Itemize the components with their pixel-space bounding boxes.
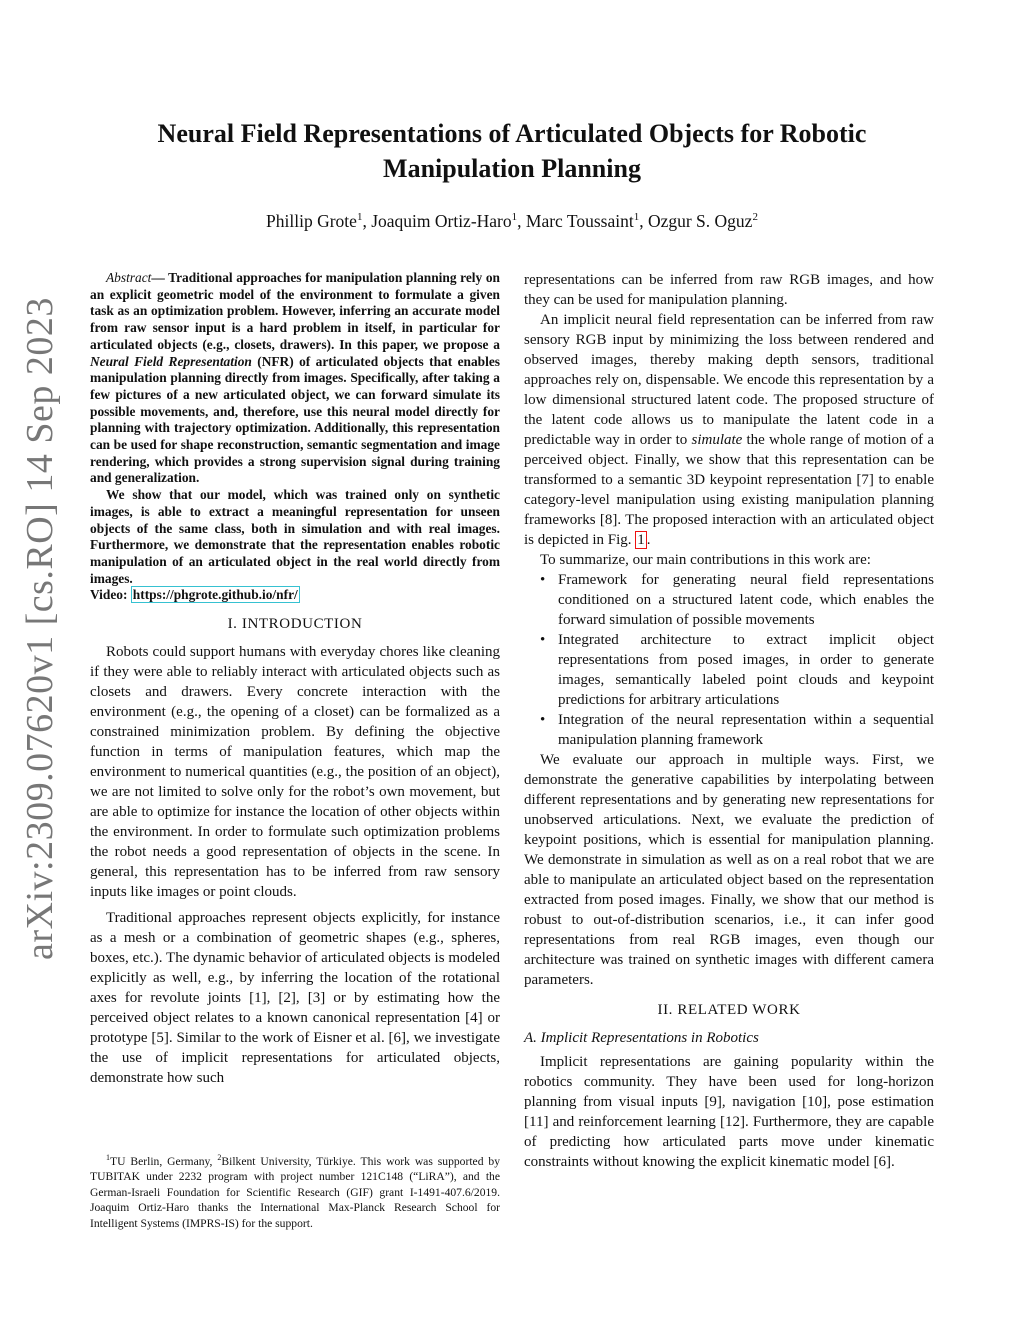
intro-paragraph-2: Traditional approaches represent objects explicitly, for instance as a mesh or a combination of geometric shapes (e.g., spheres, boxes, etc.). The dynamic behavior of articulated objects is modeled explicitly as well, e.g., by inferring the location of the rotational axes for revolute joints [1], [2], [3] or by estimating how the perceived object relates to a known canonical representation [4] or prototype [5]. Similar to the work of Eisner et al. [6], we investigate the use of implicit representations for articulated objects, demonstrate how such xyxy=(90,910,500,1087)
right-column xyxy=(524,270,934,1172)
author: Joaquim Ortiz-Haro xyxy=(371,211,512,231)
footnote xyxy=(90,1150,500,1231)
list-item xyxy=(524,710,934,750)
video-line xyxy=(90,587,500,604)
intro-text: . xyxy=(646,532,651,548)
abstract-paragraph-2: We show that our model, which was trained only on synthetic images, is able to extract a meaningful representation for unseen objects of the same class, both in simulation and with real images. Furthermore, we demonstrate that the representation enables robotic manipulation of an articulated object in the real world directly from images. xyxy=(90,487,500,586)
abstract-paragraph-1 xyxy=(90,270,500,487)
intro-text: An implicit neural field representation can be inferred from raw sensory RGB input by minimizing the loss between rendered and observed images, thereby making depth sensors, traditional approaches rely on, dispensable. We encode this representation by a low dimensional structured latent code. The proposed structure of the latent code allows us to manipulate the latent code in a predictable way in order to xyxy=(524,312,934,448)
intro-emphasis: simulate xyxy=(691,432,743,448)
intro-paragraph-5: To summarize, our main contributions in this work are: xyxy=(540,552,871,568)
author: Ozgur S. Oguz xyxy=(647,211,753,231)
bullet-icon: • xyxy=(540,632,546,648)
bullet-icon: • xyxy=(540,572,546,588)
author: Marc Toussaint xyxy=(525,211,634,231)
abstract-text: Traditional approaches for manipulation planning rely on an explicit geometric model of the environment to formulate a given task as an optimization problem. However, inferring an accurate model from raw sensor input is a hard problem in itself, in particular for articulated objects (e.g., closets, drawers). In this paper, we propose a xyxy=(90,270,500,352)
author-affiliation: 1 xyxy=(633,211,640,224)
list-item-text: Integrated architecture to extract implicit object representations from posed images, in order to generate images, semantically labeled point clouds and keypoint predictions for arbitrary articulations xyxy=(558,632,934,708)
abstract-text: (NFR) of articulated objects that enables manipulation planning directly from images. Specifically, after taking a few pictures of a new articulated object, we can forward simulate its possible movements, and, therefore, use this neural model directly for planning with trajectory optimization. Additionally, this representation can be used for shape reconstruction, semantic segmentation and image rendering, which provides a strong supervision signal during training and generalization. xyxy=(90,353,500,486)
list-item xyxy=(524,630,934,710)
bullet-icon: • xyxy=(540,712,546,728)
list-item xyxy=(524,570,934,630)
intro-paragraph-3: representations can be inferred from raw RGB images, and how they can be used for manipulation planning. xyxy=(524,272,934,308)
paper-title xyxy=(110,116,914,186)
list-item-text: Framework for generating neural field representations conditioned on a structured latent code, which enables the forward simulation of possible movements xyxy=(558,572,934,628)
related-paragraph-1: Implicit representations are gaining popularity within the robotics community. They have been used for long-horizon planning from visual inputs [9], navigation [10], pose estimation [11] and reinforcement learning [12]. Furthermore, they are capable of predicting how articulated parts move under kinematic constraints without knowing the explicit kinematic model [6]. xyxy=(524,1054,934,1170)
footnote-text xyxy=(90,1150,500,1231)
contributions-list xyxy=(524,570,934,750)
author-affiliation: 1 xyxy=(356,211,363,224)
arxiv-id-text: arXiv:2309.07620v1 [cs.RO] 14 Sep 2023 xyxy=(19,297,61,960)
video-label: Video: xyxy=(90,587,131,603)
abstract xyxy=(90,270,500,604)
video-link[interactable]: https://phgrote.github.io/nfr/ xyxy=(132,587,298,603)
author: Phillip Grote xyxy=(266,211,357,231)
footnote-mark: 2 xyxy=(217,1153,222,1162)
abstract-emphasis: Neural Field Representation xyxy=(90,353,252,369)
arxiv-stamp xyxy=(14,297,66,960)
author-list: Phillip Grote$^1$, Joaquim Ortiz-Haro$^1$, Marc Toussaint$^1$, Ozgur S. Oguz$^2$ xyxy=(266,211,758,231)
section-heading-introduction: I. INTRODUCTION xyxy=(227,616,363,633)
title-line-1: Neural Field Representations of Articulated Objects for Robotic xyxy=(157,119,867,148)
title-line-2: Manipulation Planning xyxy=(383,154,641,183)
list-item-text: Integration of the neural representation within a sequential manipulation planning framework xyxy=(558,712,934,748)
abstract-dash: — xyxy=(151,270,169,285)
footnote-affiliation: Bilkent University, Türkiye. This work was supported by TUBITAK under 2232 program with project number 121C148 (“LiRA”), and the German-Israeli Foundation for Scientific Research (GIF) grant I-1491-407.6/2019. Joaquim Ortiz-Haro thanks the International Max-Planck Research School for Intelligent Systems (IMPRS-IS) for the support. xyxy=(90,1154,500,1230)
intro-text: the whole range of motion of a perceived object. Finally, we show that this representation can be transformed to a semantic 3D keypoint representation [7] to enable category-level manipulation using existing manipulation planning frameworks [8]. The proposed interaction with an articulated object is depicted in Fig. xyxy=(524,432,934,548)
author-affiliation: 1 xyxy=(511,211,518,224)
subsection-heading-implicit: A. Implicit Representations in Robotics xyxy=(524,1030,759,1046)
abstract-label: Abstract xyxy=(106,270,152,285)
intro-paragraph-4 xyxy=(524,310,934,550)
footnote-affiliation: TU Berlin, Germany, xyxy=(110,1154,218,1168)
section-heading-related-work: II. RELATED WORK xyxy=(657,1002,801,1018)
author-affiliation: 2 xyxy=(752,211,758,224)
intro-paragraph-6: We evaluate our approach in multiple ways. First, we demonstrate the generative capabilities by interpolating between different representations and by generating new representations for unobserved articulations. Next, we evaluate the prediction of keypoint positions, which is essential for manipulation planning. We demonstrate in simulation as well as on a real robot that we are able to manipulate an articulated object based on the representation extracted from posed images. Finally, we show that our method is robust to out-of-distribution scenarios, i.e., it can infer good representations from real RGB images, even though our architecture was trained on synthetic images with different camera parameters. xyxy=(524,752,934,988)
figure-reference-link[interactable]: 1 xyxy=(637,532,645,548)
intro-paragraph-1: Robots could support humans with everyday chores like cleaning if they were able to reliably interact with articulated objects such as closets and drawers. Every concrete interaction with the environment (e.g., the opening of a closet) can be formalized as a constrained minimization problem. By defining the objective function in terms of manipulation features, which map the environment to numerical quantities (e.g., the position of an object), we are not limited to solve only for the robot’s own movement, but are able to optimize for instance the location of other objects within the environment. In order to formulate such optimization problems the robot needs a good representation of objects in the scene. In general, this representation has to be inferred from raw sensory inputs like images or point clouds. xyxy=(90,644,500,901)
left-column xyxy=(90,270,500,1088)
footnote-mark: 1 xyxy=(106,1153,110,1162)
